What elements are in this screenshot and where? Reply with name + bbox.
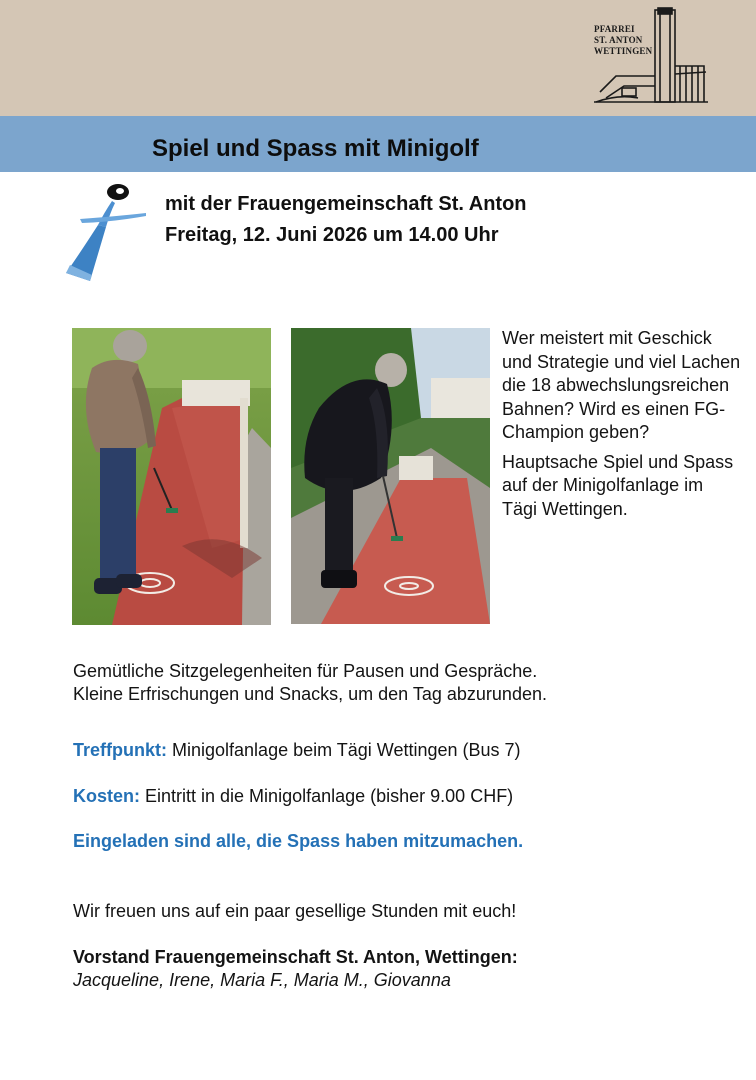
- logo-line-1: PFARREI: [594, 24, 635, 34]
- page-title: Spiel und Spass mit Minigolf: [152, 135, 479, 162]
- cost-info: [73, 785, 513, 808]
- minigolf-photo-1: [72, 328, 271, 625]
- parish-logo: [588, 6, 712, 106]
- minigolf-photo-2: [291, 328, 490, 624]
- intro-paragraph-2: Hauptsache Spiel und Spass auf der Minigolfanlage im Tägi Wettingen.: [502, 451, 734, 519]
- meeting-point: [73, 739, 521, 762]
- cost-label: Kosten:: [73, 786, 140, 806]
- invitation-text: Eingeladen sind alle, die Spass haben mitzumachen.: [73, 831, 524, 851]
- subtitle-organizer: mit der Frauengemeinschaft St. Anton: [165, 193, 527, 215]
- intro-paragraph-1: Wer meistert mit Geschick und Strategie und viel Lachen die 18 abwechslungsreichen Bahnen? Wird es einen FG-Champion geben?: [502, 328, 741, 442]
- signature-title: Vorstand Frauengemeinschaft St. Anton, Wettingen:: [73, 947, 518, 967]
- signature-names: Jacqueline, Irene, Maria F., Maria M., Giovanna: [73, 970, 451, 990]
- meeting-value: Minigolfanlage beim Tägi Wettingen (Bus 7): [172, 740, 521, 760]
- amenities-line-2: Kleine Erfrischungen und Snacks, um den Tag abzurunden.: [73, 684, 547, 704]
- intro-text: [502, 327, 742, 521]
- amenities-line-1: Gemütliche Sitzgelegenheiten für Pausen und Gespräche.: [73, 661, 538, 681]
- photo-1-illustration: [72, 328, 271, 625]
- golfer-figure-icon: [60, 183, 156, 287]
- logo-line-3: WETTINGEN: [594, 46, 653, 56]
- subtitle-date: Freitag, 12. Juni 2026 um 14.00 Uhr: [165, 224, 499, 246]
- church-icon: [588, 6, 712, 106]
- photo-2-illustration: [291, 328, 490, 624]
- cost-value: Eintritt in die Minigolfanlage (bisher 9.00 CHF): [145, 786, 514, 806]
- meeting-label: Treffpunkt:: [73, 740, 167, 760]
- closing-text: Wir freuen uns auf ein paar gesellige Stunden mit euch!: [73, 901, 517, 921]
- logo-line-2: ST. ANTON: [594, 35, 643, 45]
